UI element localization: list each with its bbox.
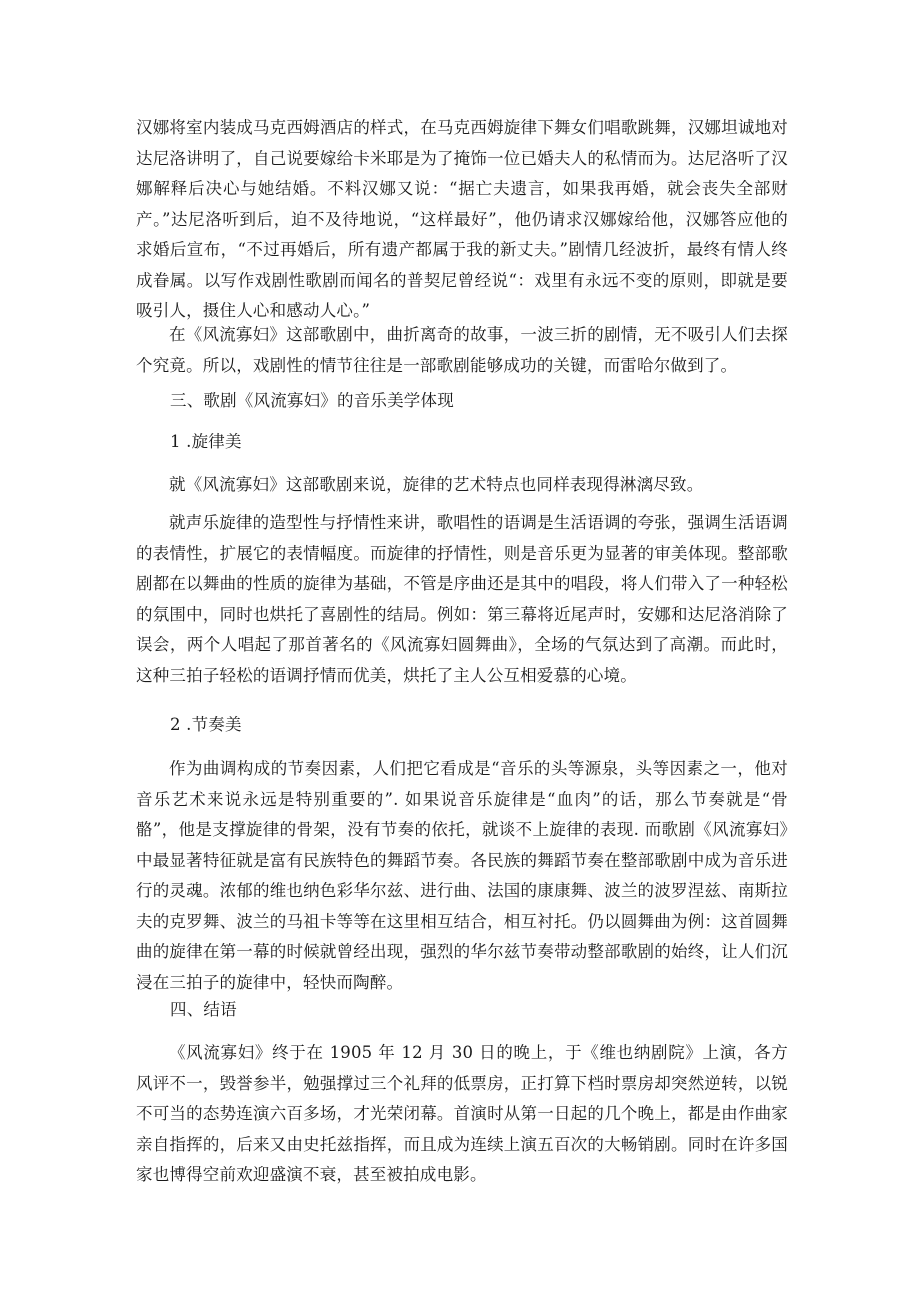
section-heading-music-aesthetics: 三、歌剧《风流寡妇》的音乐美学体现: [170, 391, 454, 410]
paragraph-story-summary: 汉娜将室内装成马克西姆酒店的样式，在马克西姆旋律下舞女们唱歌跳舞，汉娜坦诚地对达尼洛讲明了，自己说要嫁给卡米耶是为了掩饰一位已婚夫人的私情而为。达尼洛听了汉娜解释后决心与她结婚。不料汉娜又说：“据亡夫遗言，如果我再婚，就会丧失全部财产。”达尼洛听到后，迫不及待地说，“这样最好”，他仍请求汉娜嫁给他，汉娜答应他的求婚后宣布，“不过再婚后，所有遗产都属于我的新丈夫。”剧情几经波折，最终有情人终成眷属。以写作戏剧性歌剧而闻名的普契尼曾经说“：戏里有永远不变的原则，即就是要吸引人，摄住人心和感动人心。”: [136, 118, 788, 320]
paragraph-melody-detail: 就声乐旋律的造型性与抒情性来讲，歌唱性的语调是生活语调的夸张，强调生活语调的表情性，扩展它的表情幅度。而旋律的抒情性，则是音乐更为显著的审美体现。整部歌剧都在以舞曲的性质的旋律为基础，不管是序曲还是其中的唱段，将人们带入了一种轻松的氛围中，同时也烘托了喜剧性的结局。例如：第三幕将近尾声时，安娜和达尼洛消除了误会，两个人唱起了那首著名的《风流寡妇圆舞曲》，全场的气氛达到了高潮。而此时，这种三拍子轻松的语调抒情而优美，烘托了主人公互相爱慕的心境。: [136, 513, 788, 685]
subheading-melody: 1 .旋律美: [170, 432, 242, 451]
subheading-rhythm: 2 .节奏美: [170, 715, 242, 734]
paragraph-conclusion: 《风流寡妇》终于在 1905 年 12 月 30 日的晚上，于《维也纳剧院》上演，各方风评不一，毁誉参半，勉强撑过三个礼拜的低票房，正打算下档时票房却突然逆转，以锐不可当的态势连演六百多场，才光荣闭幕。首演时从第一日起的几个晚上，都是由作曲家亲自指挥的，后来又由史托兹指挥，而且成为连续上演五百次的大畅销剧。同时在许多国家也博得空前欢迎盛演不衰，甚至被拍成电影。: [136, 1043, 788, 1184]
section-heading-conclusion: 四、结语: [170, 1000, 237, 1019]
paragraph-melody-intro: 就《风流寡妇》这部歌剧来说，旋律的艺术特点也同样表现得淋漓尽致。: [169, 475, 704, 494]
paragraph-rhythm-detail: 作为曲调构成的节奏因素，人们把它看成是“音乐的头等源泉，头等因素之一，他对音乐艺术来说永远是特别重要的”. 如果说音乐旋律是“血肉”的话，那么节奏就是“骨骼”，他是支撑旋律的骨架，没有节奏的依托，就谈不上旋律的表现. 而歌剧《风流寡妇》中最显著特征就是富有民族特色的舞蹈节奏。各民族的舞蹈节奏在整部歌剧中成为音乐进行的灵魂。浓郁的维也纳色彩华尔兹、进行曲、法国的康康舞、波兰的波罗涅兹、南斯拉夫的克罗舞、波兰的马祖卡等等在这里相互结合，相互衬托。仍以圆舞曲为例：这首圆舞曲的旋律在第一幕的时候就曾经出现，强烈的华尔兹节奏带动整部歌剧的始终，让人们沉浸在三拍子的旋律中，轻快而陶醉。: [136, 759, 788, 992]
paragraph-dramatic-plot: 在《风流寡妇》这部歌剧中，曲折离奇的故事，一波三折的剧情，无不吸引人们去探个究竟。所以，戏剧性的情节往往是一部歌剧能够成功的关键，而雷哈尔做到了。: [136, 325, 788, 375]
